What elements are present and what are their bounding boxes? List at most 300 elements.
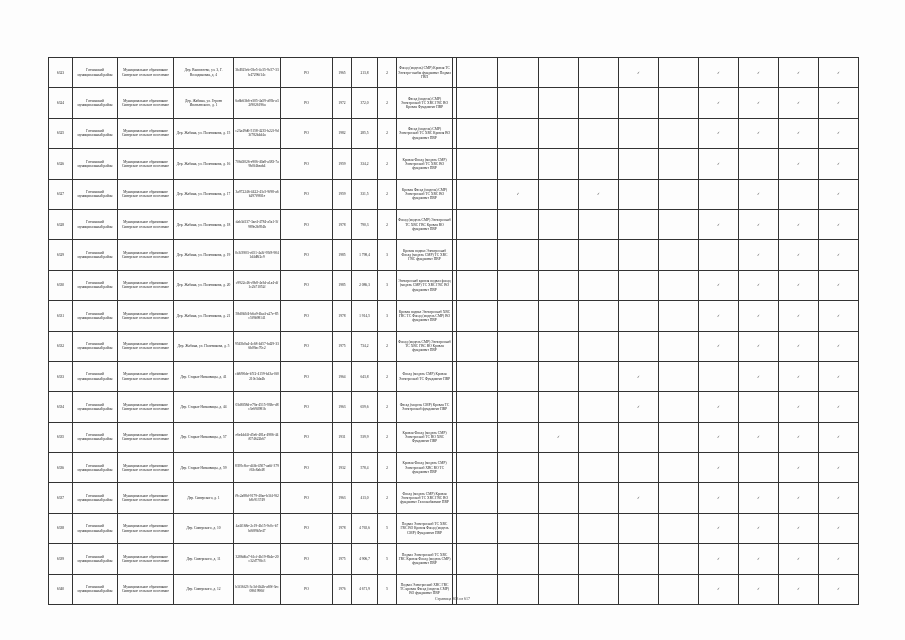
- check-mark-icon: ✓: [716, 70, 720, 75]
- program-code: РО: [281, 453, 333, 483]
- building-guid: e6e4dd4f-d5e6-481a-4986-44f074622b67: [234, 422, 281, 452]
- municipality-name: Муниципальное образование Сиверское сельское поселение: [118, 361, 174, 391]
- check-cell: [498, 361, 539, 391]
- building-address: Дер. Сиверского, д. 12: [174, 574, 234, 604]
- check-mark-icon: ✓: [796, 313, 800, 318]
- check-cell: [457, 331, 498, 361]
- building-area: 372,0: [352, 88, 378, 118]
- check-mark-icon: ✓: [756, 526, 760, 531]
- check-cell: [819, 118, 859, 148]
- check-cell: [498, 179, 539, 209]
- check-cell: [819, 422, 859, 452]
- check-cell: [699, 331, 739, 361]
- check-mark-icon: ✓: [836, 131, 840, 136]
- check-cell: [819, 301, 859, 331]
- check-mark-icon: ✓: [796, 70, 800, 75]
- works-list: Фасад (модель СМР) Кровля ТС Электроснаб фундамент ПВР: [397, 392, 453, 422]
- check-cell: [699, 58, 739, 88]
- check-mark-icon: ✓: [756, 556, 760, 561]
- building-area: 331,5: [352, 179, 378, 209]
- check-cell: [699, 149, 739, 179]
- check-cell: [699, 361, 739, 391]
- check-cell: [699, 118, 739, 148]
- building-address: Дер. Старые Низковицы, д. 59: [174, 453, 234, 483]
- check-cell: [457, 513, 498, 543]
- check-mark-icon: ✓: [796, 526, 800, 531]
- table-row: [49, 331, 859, 361]
- table-row: [49, 544, 859, 574]
- check-cell: [579, 118, 619, 148]
- check-mark-icon: ✓: [796, 435, 800, 440]
- district-name: Гатчинский муниципальный район: [73, 58, 118, 88]
- check-cell: [699, 88, 739, 118]
- year-built: 1963: [333, 483, 352, 513]
- district-name: Гатчинский муниципальный район: [73, 270, 118, 300]
- check-cell: [539, 361, 579, 391]
- works-list: Кровля Фасад (модель СМР) Электроснаб ТС ВО ХВС Фундамент ПВР: [397, 422, 453, 452]
- check-cell: [819, 361, 859, 391]
- check-cell: [779, 301, 819, 331]
- check-cell: [819, 453, 859, 483]
- check-cell: [619, 179, 659, 209]
- check-cell: [619, 209, 659, 239]
- program-code: РО: [281, 179, 333, 209]
- floor-count: 2: [378, 361, 397, 391]
- municipality-name: Муниципальное образование Сиверское сельское поселение: [118, 240, 174, 270]
- check-cell: [457, 58, 498, 88]
- program-code: РО: [281, 240, 333, 270]
- check-cell: [579, 513, 619, 543]
- building-guid: b3f36f23-3c3d-4b2b-a69f-3ec0861990ff: [234, 574, 281, 604]
- check-cell: [819, 392, 859, 422]
- program-code: РО: [281, 118, 333, 148]
- check-cell: [779, 118, 819, 148]
- building-address: Дер. Сиверского, д. 1: [174, 483, 234, 513]
- year-built: 1959: [333, 179, 352, 209]
- works-list: Фасад (модель) СМР) Электроснаб ТС ХВС Кровля ВО фундамент ПВР: [397, 118, 453, 148]
- check-cell: [739, 483, 779, 513]
- check-cell: [498, 118, 539, 148]
- check-cell: [619, 513, 659, 543]
- check-mark-icon: ✓: [796, 283, 800, 288]
- check-mark-icon: ✓: [716, 435, 720, 440]
- table-row: [49, 483, 859, 513]
- check-cell: [539, 209, 579, 239]
- check-cell: [579, 270, 619, 300]
- building-address: Дер. Сиверского, д. 10: [174, 513, 234, 543]
- building-area: 1 798,4: [352, 240, 378, 270]
- check-cell: [699, 422, 739, 452]
- floor-count: 5: [378, 544, 397, 574]
- floor-count: 2: [378, 392, 397, 422]
- table-row: [49, 209, 859, 239]
- building-guid: 3b4925eb-03e5-4c35-9c57-33b47296f14c: [234, 58, 281, 88]
- row-number: 6328: [49, 209, 73, 239]
- check-cell: [739, 422, 779, 452]
- year-built: 1975: [333, 331, 352, 361]
- row-number: 6335: [49, 422, 73, 452]
- check-mark-icon: ✓: [836, 587, 840, 592]
- check-cell: [659, 209, 699, 239]
- check-mark-icon: ✓: [716, 100, 720, 105]
- check-mark-icon: ✓: [796, 252, 800, 257]
- check-cell: [739, 331, 779, 361]
- check-cell: [779, 361, 819, 391]
- program-code: РО: [281, 209, 333, 239]
- check-cell: [539, 513, 579, 543]
- check-cell: [619, 58, 659, 88]
- building-guid: f9c2a88d-9179-40ae-b3f4-9f2b8c913749: [234, 483, 281, 513]
- check-cell: [579, 483, 619, 513]
- check-cell: [779, 513, 819, 543]
- program-code: РО: [281, 513, 333, 543]
- table-row: [49, 270, 859, 300]
- floor-count: 2: [378, 118, 397, 148]
- check-mark-icon: ✓: [716, 161, 720, 166]
- year-built: 1982: [333, 118, 352, 148]
- check-cell: [739, 88, 779, 118]
- check-cell: [539, 483, 579, 513]
- program-code: РО: [281, 270, 333, 300]
- check-mark-icon: ✓: [716, 465, 720, 470]
- check-cell: [457, 179, 498, 209]
- check-cell: [619, 240, 659, 270]
- check-cell: [659, 179, 699, 209]
- check-cell: [819, 331, 859, 361]
- floor-count: 2: [378, 149, 397, 179]
- table-row: [49, 179, 859, 209]
- works-list: Фасад (модель СМР) Электроснаб ТС ХВС ГВС ВО Кровля фундамент ПВР: [397, 331, 453, 361]
- check-mark-icon: ✓: [636, 70, 640, 75]
- check-mark-icon: ✓: [836, 161, 840, 166]
- check-mark-icon: ✓: [796, 100, 800, 105]
- row-number: 6331: [49, 301, 73, 331]
- building-guid: c9922c46-c9b8-4e3d-a1a4-df1c2b71052f: [234, 270, 281, 300]
- check-cell: [819, 58, 859, 88]
- building-guid: 3a972246-4422-43c5-9f98-a6b297f98f1e: [234, 179, 281, 209]
- check-cell: [498, 331, 539, 361]
- check-cell: [739, 240, 779, 270]
- building-guid: 6a6b63b6-e305-4a59-a95b-a32f9026196a: [234, 88, 281, 118]
- check-cell: [699, 270, 739, 300]
- building-area: 213,8: [352, 58, 378, 88]
- building-address: Дер. Жабина, ул. Полевикова, д. 5: [174, 331, 234, 361]
- check-cell: [457, 118, 498, 148]
- check-cell: [498, 483, 539, 513]
- check-cell: [779, 544, 819, 574]
- year-built: 1964: [333, 361, 352, 391]
- building-address: Дер. Жабина, ул. Полевикова, д. 15: [174, 118, 234, 148]
- check-cell: [457, 149, 498, 179]
- table-row: [49, 88, 859, 118]
- check-cell: [457, 270, 498, 300]
- district-name: Гатчинский муниципальный район: [73, 301, 118, 331]
- check-cell: [699, 179, 739, 209]
- check-mark-icon: ✓: [716, 222, 720, 227]
- works-list: Кровля Фасад (модель СМР) Электроснаб ХВС ВО ТС фундамент ПВР: [397, 453, 453, 483]
- floor-count: 2: [378, 483, 397, 513]
- building-address: Дер. Старые Низковицы, д. 44: [174, 392, 234, 422]
- municipality-name: Муниципальное образование Сиверское сельское поселение: [118, 118, 174, 148]
- check-cell: [699, 301, 739, 331]
- table-row: [49, 513, 859, 543]
- check-mark-icon: ✓: [836, 374, 840, 379]
- check-cell: [819, 513, 859, 543]
- district-name: Гатчинский муниципальный район: [73, 361, 118, 391]
- district-name: Гатчинский муниципальный район: [73, 179, 118, 209]
- check-cell: [779, 149, 819, 179]
- check-cell: [779, 58, 819, 88]
- check-cell: [539, 149, 579, 179]
- check-cell: [579, 392, 619, 422]
- row-number: 6337: [49, 483, 73, 513]
- check-cell: [819, 270, 859, 300]
- floor-count: 5: [378, 513, 397, 543]
- district-name: Гатчинский муниципальный район: [73, 118, 118, 148]
- building-guid: 0c3f3903-c651-4a3f-95f8-9041d4d8f2c9: [234, 240, 281, 270]
- check-cell: [619, 331, 659, 361]
- check-cell: [539, 544, 579, 574]
- check-cell: [498, 544, 539, 574]
- check-mark-icon: ✓: [796, 131, 800, 136]
- municipality-name: Муниципальное образование Сиверское сельское поселение: [118, 58, 174, 88]
- check-mark-icon: ✓: [836, 465, 840, 470]
- building-address: Дер. Выппелево, ул. 3, Г. Володиновая, д. 4: [174, 58, 234, 88]
- check-mark-icon: ✓: [716, 313, 720, 318]
- check-cell: [539, 331, 579, 361]
- year-built: 1978: [333, 209, 352, 239]
- building-area: 1 914,5: [352, 301, 378, 331]
- check-mark-icon: ✓: [716, 283, 720, 288]
- check-cell: [779, 270, 819, 300]
- works-list: Фасад (модель СМР) Кровля Электроснаб ТС Фундамент ПВР: [397, 361, 453, 391]
- check-cell: [699, 392, 739, 422]
- district-name: Гатчинский муниципальный район: [73, 240, 118, 270]
- check-cell: [457, 361, 498, 391]
- check-cell: [779, 179, 819, 209]
- row-number: 6325: [49, 118, 73, 148]
- check-mark-icon: ✓: [796, 374, 800, 379]
- check-cell: [819, 240, 859, 270]
- check-mark-icon: ✓: [836, 496, 840, 501]
- check-cell: [659, 118, 699, 148]
- works-list: Кровля Фасад (модель) СМР) Электроснаб ТС ХВС ВО фундамент ПВР: [397, 179, 453, 209]
- year-built: 1978: [333, 301, 352, 331]
- works-list: Электроснаб кровля подвал фасад (модель СМР) ТС ХВС ГВС ВО фундамент ПВР: [397, 270, 453, 300]
- floor-count: 2: [378, 88, 397, 118]
- check-cell: [739, 544, 779, 574]
- municipality-name: Муниципальное образование Сиверское сельское поселение: [118, 574, 174, 604]
- district-name: Гатчинский муниципальный район: [73, 513, 118, 543]
- check-cell: [498, 422, 539, 452]
- building-guid: cb8f90de-b7f2-4159-b43a-0f0210c3da4b: [234, 361, 281, 391]
- check-cell: [619, 149, 659, 179]
- district-name: Гатчинский муниципальный район: [73, 574, 118, 604]
- check-cell: [579, 422, 619, 452]
- check-mark-icon: ✓: [796, 465, 800, 470]
- check-cell: [457, 483, 498, 513]
- check-cell: [619, 361, 659, 391]
- check-mark-icon: ✓: [836, 404, 840, 409]
- district-name: Гатчинский муниципальный район: [73, 453, 118, 483]
- check-cell: [498, 392, 539, 422]
- check-cell: [498, 88, 539, 118]
- check-cell: [539, 58, 579, 88]
- check-mark-icon: ✓: [756, 313, 760, 318]
- check-cell: [619, 118, 659, 148]
- building-address: Дер. Сиверского, д. 11: [174, 544, 234, 574]
- works-list: Фасад (модель) СМР) Электроснаб ТС ХВС ГВС ВО Кровля Фундамент ПВР: [397, 88, 453, 118]
- check-cell: [659, 331, 699, 361]
- municipality-name: Муниципальное образование Сиверское сельское поселение: [118, 270, 174, 300]
- check-mark-icon: ✓: [756, 374, 760, 379]
- program-code: РО: [281, 58, 333, 88]
- year-built: 1978: [333, 513, 352, 543]
- floor-count: 2: [378, 331, 397, 361]
- municipality-name: Муниципальное образование Сиверское сельское поселение: [118, 544, 174, 574]
- check-cell: [659, 453, 699, 483]
- program-code: РО: [281, 422, 333, 452]
- check-cell: [579, 240, 619, 270]
- check-cell: [498, 453, 539, 483]
- check-cell: [819, 209, 859, 239]
- building-guid: c23a49d6-5158-4235-b22f-9d3f782b4d4a: [234, 118, 281, 148]
- check-cell: [498, 58, 539, 88]
- row-number: 6334: [49, 392, 73, 422]
- building-area: 643,8: [352, 361, 378, 391]
- building-address: Дер. Жабина, ул. Полевикова, д. 16: [174, 149, 234, 179]
- check-cell: [779, 88, 819, 118]
- check-cell: [819, 88, 859, 118]
- district-name: Гатчинский муниципальный район: [73, 88, 118, 118]
- check-cell: [779, 422, 819, 452]
- municipality-name: Муниципальное образование Сиверское сельское поселение: [118, 149, 174, 179]
- check-mark-icon: ✓: [516, 192, 520, 197]
- year-built: 1976: [333, 574, 352, 604]
- check-cell: [579, 179, 619, 209]
- building-guid: dab3d137-3ae4-4784-a5a1-5f989e2b954b: [234, 209, 281, 239]
- floor-count: 2: [378, 58, 397, 88]
- building-area: 4 671,9: [352, 574, 378, 604]
- check-cell: [779, 209, 819, 239]
- check-cell: [659, 392, 699, 422]
- check-mark-icon: ✓: [836, 283, 840, 288]
- row-number: 6329: [49, 240, 73, 270]
- municipality-name: Муниципальное образование Сиверское сельское поселение: [118, 513, 174, 543]
- floor-count: 2: [378, 209, 397, 239]
- district-name: Гатчинский муниципальный район: [73, 209, 118, 239]
- row-number: 6336: [49, 453, 73, 483]
- check-mark-icon: ✓: [796, 496, 800, 501]
- check-cell: [498, 301, 539, 331]
- building-guid: 8395c8ce-d4fb-4507-aa6f-379f63c8ab48: [234, 453, 281, 483]
- program-code: РО: [281, 574, 333, 604]
- check-mark-icon: ✓: [796, 556, 800, 561]
- check-cell: [659, 88, 699, 118]
- check-cell: [619, 483, 659, 513]
- check-cell: [619, 453, 659, 483]
- table-row: [49, 361, 859, 391]
- building-guid: 4a4f168e-2c19-4b15-9c0c-b7bf689b5e47: [234, 513, 281, 543]
- check-cell: [619, 270, 659, 300]
- year-built: 1972: [333, 88, 352, 118]
- check-mark-icon: ✓: [756, 283, 760, 288]
- check-mark-icon: ✓: [836, 100, 840, 105]
- check-mark-icon: ✓: [636, 496, 640, 501]
- check-mark-icon: ✓: [716, 587, 720, 592]
- program-code: РО: [281, 392, 333, 422]
- municipality-name: Муниципальное образование Сиверское сельское поселение: [118, 392, 174, 422]
- check-cell: [739, 58, 779, 88]
- municipality-name: Муниципальное образование Сиверское сельское поселение: [118, 422, 174, 452]
- check-cell: [739, 270, 779, 300]
- program-code: РО: [281, 544, 333, 574]
- building-area: 659,6: [352, 392, 378, 422]
- check-cell: [659, 361, 699, 391]
- check-cell: [779, 453, 819, 483]
- works-list: Фасад (модель) СМР) Кровля ТС Электро-снабж фундамент Подвал ГВП: [397, 58, 453, 88]
- check-cell: [498, 149, 539, 179]
- check-mark-icon: ✓: [756, 100, 760, 105]
- check-cell: [539, 422, 579, 452]
- building-area: 4 765,6: [352, 513, 378, 543]
- row-number: 6324: [49, 88, 73, 118]
- check-cell: [579, 331, 619, 361]
- check-cell: [498, 209, 539, 239]
- works-list: Фасад (модель СМР) Электроснаб ТС ХВС ГВС Кровля ВО фундамент ПВР: [397, 209, 453, 239]
- row-number: 6327: [49, 179, 73, 209]
- check-cell: [579, 301, 619, 331]
- check-cell: [699, 513, 739, 543]
- check-cell: [659, 270, 699, 300]
- district-name: Гатчинский муниципальный район: [73, 149, 118, 179]
- check-mark-icon: ✓: [836, 344, 840, 349]
- check-cell: [457, 544, 498, 574]
- building-address: Дер. Жабина, ул. Полевикова, д. 18: [174, 209, 234, 239]
- year-built: 1985: [333, 270, 352, 300]
- check-mark-icon: ✓: [796, 344, 800, 349]
- year-built: 1963: [333, 392, 352, 422]
- municipality-name: Муниципальное образование Сиверское сельское поселение: [118, 483, 174, 513]
- check-cell: [539, 240, 579, 270]
- check-cell: [579, 88, 619, 118]
- check-cell: [619, 392, 659, 422]
- check-mark-icon: ✓: [836, 192, 840, 197]
- works-list: Кровля Фасад (модель СМР) Электроснаб ТС ХВС ВО фундамент ПВР: [397, 149, 453, 179]
- floor-count: 3: [378, 301, 397, 331]
- check-cell: [819, 483, 859, 513]
- check-mark-icon: ✓: [596, 192, 600, 197]
- works-list: Подвал Электроснаб ТС ХВС ГВС ВО Кровля Фасад (модель СМР) Фундамент ПВР: [397, 513, 453, 543]
- check-mark-icon: ✓: [716, 496, 720, 501]
- check-cell: [659, 240, 699, 270]
- municipality-name: Муниципальное образование Сиверское сельское поселение: [118, 88, 174, 118]
- check-mark-icon: ✓: [836, 526, 840, 531]
- check-cell: [659, 544, 699, 574]
- table-row: [49, 58, 859, 88]
- works-list: Фасад (модель СМР) Кровля Электроснаб ТС ХВС ГВС ВО фундамент Газоснабжение ПВР: [397, 483, 453, 513]
- check-mark-icon: ✓: [556, 435, 560, 440]
- check-cell: [699, 544, 739, 574]
- check-mark-icon: ✓: [636, 374, 640, 379]
- check-cell: [619, 301, 659, 331]
- check-cell: [579, 209, 619, 239]
- building-guid: 3286d6a7-61cf-4b19-8b4e-20c32d778fc3: [234, 544, 281, 574]
- check-mark-icon: ✓: [756, 70, 760, 75]
- check-cell: [659, 422, 699, 452]
- municipality-name: Муниципальное образование Сиверское сельское поселение: [118, 301, 174, 331]
- row-number: 6323: [49, 58, 73, 88]
